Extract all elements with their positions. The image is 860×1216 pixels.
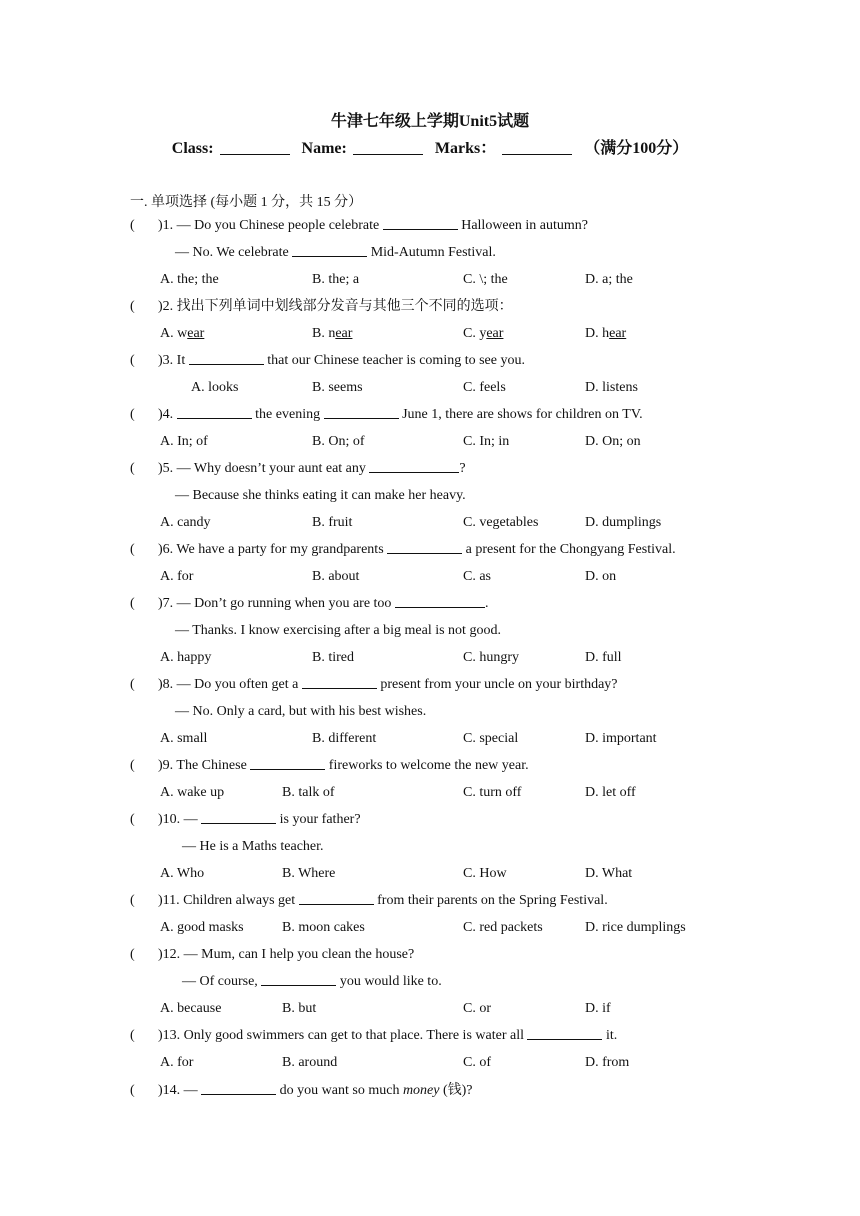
option-b[interactable]: B. near (312, 326, 353, 341)
question-text: )7. — Don’t go running when you are too (158, 596, 392, 611)
answer-blank (250, 756, 325, 770)
option-c[interactable]: C. red packets (463, 920, 543, 935)
class-blank[interactable] (220, 140, 290, 155)
question-7-line2: — Thanks. I know exercising after a big meal is not good. (175, 623, 501, 638)
answer-blank (292, 243, 367, 257)
question-text: )5. — Why doesn’t your aunt eat any (158, 461, 366, 476)
answer-paren[interactable]: ( (130, 407, 135, 422)
answer-paren[interactable]: ( (130, 461, 135, 476)
question-text: )4. (158, 407, 174, 422)
option-c[interactable]: C. of (463, 1055, 491, 1070)
option-d[interactable]: D. What (585, 866, 633, 881)
option-a[interactable]: A. Who (160, 866, 205, 881)
answer-blank (383, 216, 458, 230)
question-text: )2. 找出下列单词中划线部分发音与其他三个不同的选项： (158, 299, 513, 314)
answer-paren[interactable]: ( (130, 1083, 135, 1098)
question-13 (0, 1026, 860, 1046)
answer-blank (261, 972, 336, 986)
answer-paren[interactable]: ( (130, 1028, 135, 1043)
option-d[interactable]: D. On; on (585, 434, 641, 449)
answer-paren[interactable]: ( (130, 353, 135, 368)
question-text: is your father? (279, 812, 361, 827)
option-d[interactable]: D. rice dumplings (585, 920, 686, 935)
option-d[interactable]: D. hear (585, 326, 627, 341)
question-6 (0, 540, 860, 560)
question-2 (0, 297, 860, 317)
option-b[interactable]: B. moon cakes (282, 920, 365, 935)
question-text: it. (605, 1028, 618, 1043)
answer-blank (189, 351, 264, 365)
question-14 (0, 1081, 860, 1101)
option-c[interactable]: C. How (463, 866, 507, 881)
answer-blank (387, 540, 462, 554)
option-b[interactable]: B. tired (312, 650, 354, 665)
question-text: Halloween in autumn? (461, 218, 588, 233)
option-a[interactable]: A. for (160, 1055, 194, 1070)
option-d[interactable]: D. from (585, 1055, 630, 1070)
option-c[interactable]: C. special (463, 731, 519, 746)
marks-blank[interactable] (502, 140, 572, 155)
question-text: . (484, 596, 489, 611)
question-text: from their parents on the Spring Festival. (377, 893, 608, 908)
question-text: )3. It (158, 353, 186, 368)
question-8-line2: — No. Only a card, but with his best wishes. (175, 704, 427, 719)
question-text: fireworks to welcome the new year. (328, 758, 529, 773)
answer-blank (527, 1026, 602, 1040)
answer-paren[interactable]: ( (130, 947, 135, 962)
answer-paren[interactable]: ( (130, 596, 135, 611)
question-text: ? (459, 461, 466, 476)
student-info-row (0, 135, 860, 158)
question-text: Mid-Autumn Festival. (370, 245, 496, 260)
option-c[interactable]: C. turn off (463, 785, 522, 800)
section-heading: 一. 单项选择 (每小题 1 分，共 15 分） (130, 195, 363, 210)
question-text: (钱)? (442, 1083, 473, 1098)
option-c[interactable]: C. as (463, 569, 491, 584)
option-d[interactable]: D. important (585, 731, 657, 746)
question-11 (0, 891, 860, 911)
answer-paren[interactable]: ( (130, 758, 135, 773)
question-10-line2: — He is a Maths teacher. (182, 839, 324, 854)
option-b[interactable]: B. Where (282, 866, 336, 881)
question-text: )1. — Do you Chinese people celebrate (158, 218, 380, 233)
option-c[interactable]: C. year (463, 326, 504, 341)
question-12-line2 (182, 972, 442, 992)
question-1-line2 (175, 243, 496, 263)
option-b[interactable]: B. On; of (312, 434, 365, 449)
answer-blank (395, 594, 485, 608)
option-a[interactable]: A. candy (160, 515, 211, 530)
question-text: the evening (255, 407, 321, 422)
option-d[interactable]: D. on (585, 569, 617, 584)
option-c[interactable]: C. In; in (463, 434, 510, 449)
question-5 (0, 459, 860, 479)
option-d[interactable]: D. a; the (585, 272, 633, 287)
full-score-note: （满分100分） (584, 140, 689, 157)
option-b[interactable]: B. but (282, 1001, 317, 1016)
class-label: Class: (171, 140, 214, 157)
option-b[interactable]: B. different (312, 731, 377, 746)
option-b[interactable]: B. talk of (282, 785, 335, 800)
question-text-italic: money (402, 1083, 440, 1098)
option-a[interactable]: A. wake up (160, 785, 225, 800)
option-d[interactable]: D. full (585, 650, 622, 665)
name-label: Name: (301, 140, 347, 157)
answer-blank (177, 405, 252, 419)
option-a[interactable]: A. wear (160, 326, 205, 341)
option-a[interactable]: A. small (160, 731, 208, 746)
option-d[interactable]: D. dumplings (585, 515, 662, 530)
answer-blank (201, 810, 276, 824)
question-text: do you want so much (279, 1083, 400, 1098)
question-text: you would like to. (339, 974, 442, 989)
question-1 (0, 216, 860, 236)
answer-blank (299, 891, 374, 905)
question-text: )12. — Mum, can I help you clean the house? (158, 947, 415, 962)
answer-blank (302, 675, 377, 689)
answer-paren[interactable]: ( (130, 542, 135, 557)
option-a[interactable]: A. In; of (160, 434, 208, 449)
option-a[interactable]: A. for (160, 569, 194, 584)
option-d[interactable]: D. listens (585, 380, 638, 395)
option-a[interactable]: A. looks (191, 380, 239, 395)
option-c[interactable]: C. or (463, 1001, 491, 1016)
option-b[interactable]: B. seems (312, 380, 363, 395)
answer-paren[interactable]: ( (130, 677, 135, 692)
question-text: )10. — (158, 812, 198, 827)
option-b[interactable]: B. the; a (312, 272, 360, 287)
answer-paren[interactable]: ( (130, 893, 135, 908)
option-c[interactable]: C. vegetables (463, 515, 539, 530)
question-text: )11. Children always get (158, 893, 296, 908)
option-c[interactable]: C. \; the (463, 272, 508, 287)
option-b[interactable]: B. fruit (312, 515, 353, 530)
option-d[interactable]: D. if (585, 1001, 611, 1016)
question-text: )8. — Do you often get a (158, 677, 299, 692)
option-c[interactable]: C. feels (463, 380, 506, 395)
question-text: present from your uncle on your birthday? (380, 677, 618, 692)
answer-paren[interactable]: ( (130, 218, 135, 233)
marks-label: Marks： (434, 140, 497, 157)
option-a[interactable]: A. the; the (160, 272, 219, 287)
question-text: that our Chinese teacher is coming to see you. (267, 353, 525, 368)
question-text: — Of course, (182, 974, 258, 989)
question-text: June 1, there are shows for children on TV. (402, 407, 643, 422)
answer-blank (369, 459, 459, 473)
option-a[interactable]: A. because (160, 1001, 222, 1016)
option-b[interactable]: B. around (282, 1055, 338, 1070)
option-a[interactable]: A. happy (160, 650, 212, 665)
question-4 (0, 405, 860, 425)
name-blank[interactable] (353, 140, 423, 155)
answer-paren[interactable]: ( (130, 812, 135, 827)
question-8 (0, 675, 860, 695)
question-7 (0, 594, 860, 614)
question-text: )9. The Chinese (158, 758, 247, 773)
question-text: a present for the Chongyang Festival. (465, 542, 676, 557)
option-c[interactable]: C. hungry (463, 650, 519, 665)
question-text: )14. — (158, 1083, 198, 1098)
question-12 (0, 945, 860, 965)
option-a[interactable]: A. good masks (160, 920, 244, 935)
option-d[interactable]: D. let off (585, 785, 636, 800)
question-text: — No. We celebrate (175, 245, 289, 260)
option-b[interactable]: B. about (312, 569, 360, 584)
question-5-line2: — Because she thinks eating it can make her heavy. (175, 488, 466, 503)
answer-blank (201, 1081, 276, 1095)
answer-blank (324, 405, 399, 419)
question-10 (0, 810, 860, 830)
question-text: )13. Only good swimmers can get to that place. There is water all (158, 1028, 524, 1043)
question-9 (0, 756, 860, 776)
question-text: )6. We have a party for my grandparents (158, 542, 384, 557)
question-3 (0, 351, 860, 371)
answer-paren[interactable]: ( (130, 299, 135, 314)
page-title: 牛津七年级上学期Unit5试题 (330, 113, 530, 130)
